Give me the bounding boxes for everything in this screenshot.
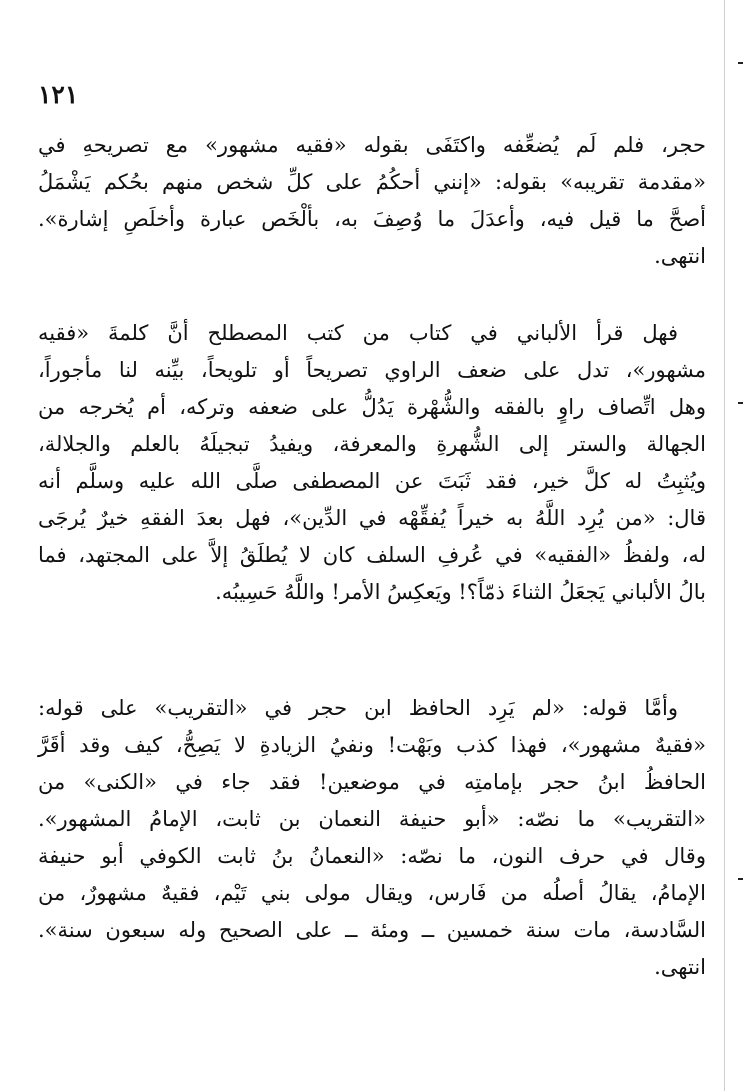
text-line: بالُ الألباني يَجعَلُ الثناءَ ذمّاً؟! ويَعكِسُ الأمر! واللَّهُ حَسِيبُه. (215, 580, 706, 604)
text-line: انتهى. (654, 955, 706, 979)
text-line: وقال في حرف النون، ما نصّه: «النعمانُ بنُ ثابت الكوفي أبو حنيفة (38, 844, 706, 868)
text-line: الجهالة والستر إلى الشُّهرةِ والمعرفة، ويفيدُ تبجيلَهُ بالعلم والجلالة، (38, 432, 706, 456)
paragraph-3 (38, 690, 706, 986)
text-line: الحافظُ ابنُ حجر بإمامتِه في موضعين! فقد جاء في «الكنى» من (38, 770, 706, 794)
text-line: انتهى. (654, 244, 706, 268)
text-line: «فقيهٌ مشهور»، فهذا كذب وبَهْت! ونفيُ الزيادةِ لا يَصِحُّ، كيف وقد أقَرَّ (38, 733, 706, 757)
text-line: مشهور»، تدل على ضعف الراوي تصريحاً أو تلويحاً، بيِّنه لنا مأجوراً، (38, 358, 706, 382)
text-line: وهل اتِّصاف راوٍ بالفقه والشُّهْرة يَدُلُّ على ضعفه وتركه، أم يُخرجه من (38, 395, 706, 419)
text-line: ويُثبِتُ له كلَّ خير، فقد ثَبَتَ عن المصطفى صلَّى الله عليه وسلَّم أنه (38, 469, 706, 493)
edge-tick (738, 402, 743, 404)
page-edge-line (724, 0, 725, 1091)
edge-tick (738, 878, 743, 880)
text-line: «التقريب» ما نصّه: «أبو حنيفة النعمان بن ثابت، الإمامُ المشهور». (38, 807, 706, 831)
text-line: أصحَّ ما قيل فيه، وأعدَلَ ما وُصِفَ به، بألْخَص عبارة وأخلَصِ إشارة». (38, 207, 706, 231)
text-line: السَّادسة، مات سنة خمسين ــ ومئة ــ على الصحيح وله سبعون سنة». (38, 918, 706, 942)
text-line: وأمَّا قوله: «لم يَرِد الحافظ ابن حجر في «التقريب» على قوله: (38, 696, 678, 720)
text-line: حجر، فلم لَم يُضعِّفه واكتَفَى بقوله «فقيه مشهور» مع تصريحهِ في (38, 133, 706, 157)
paragraph-2 (38, 315, 706, 611)
page-number: ١٢١ (38, 80, 79, 109)
text-line: «مقدمة تقريبه» بقوله: «إنني أحكُمُ على كلِّ شخص منهم بحُكم يَشْمَلُ (38, 170, 706, 194)
paragraph-1 (38, 127, 706, 275)
text-line: الإمامُ، يقالُ أصلُه من فَارس، ويقال مولى بني تَيْم، فقيهٌ مشهورٌ، من (38, 881, 706, 905)
text-line: فهل قرأ الألباني في كتاب من كتب المصطلح أنَّ كلمةَ «فقيه (38, 321, 678, 345)
text-line: قال: «من يُرِد اللَّهُ به خيراً يُفقِّهْه في الدِّين»، فهل بعدَ الفقهِ خيرٌ يُرجَى (38, 506, 706, 530)
text-line: له، ولفظُ «الفقيه» في عُرفِ السلف كان لا يُطلَقُ إلاَّ على المجتهد، فما (38, 543, 706, 567)
edge-tick (738, 62, 743, 64)
